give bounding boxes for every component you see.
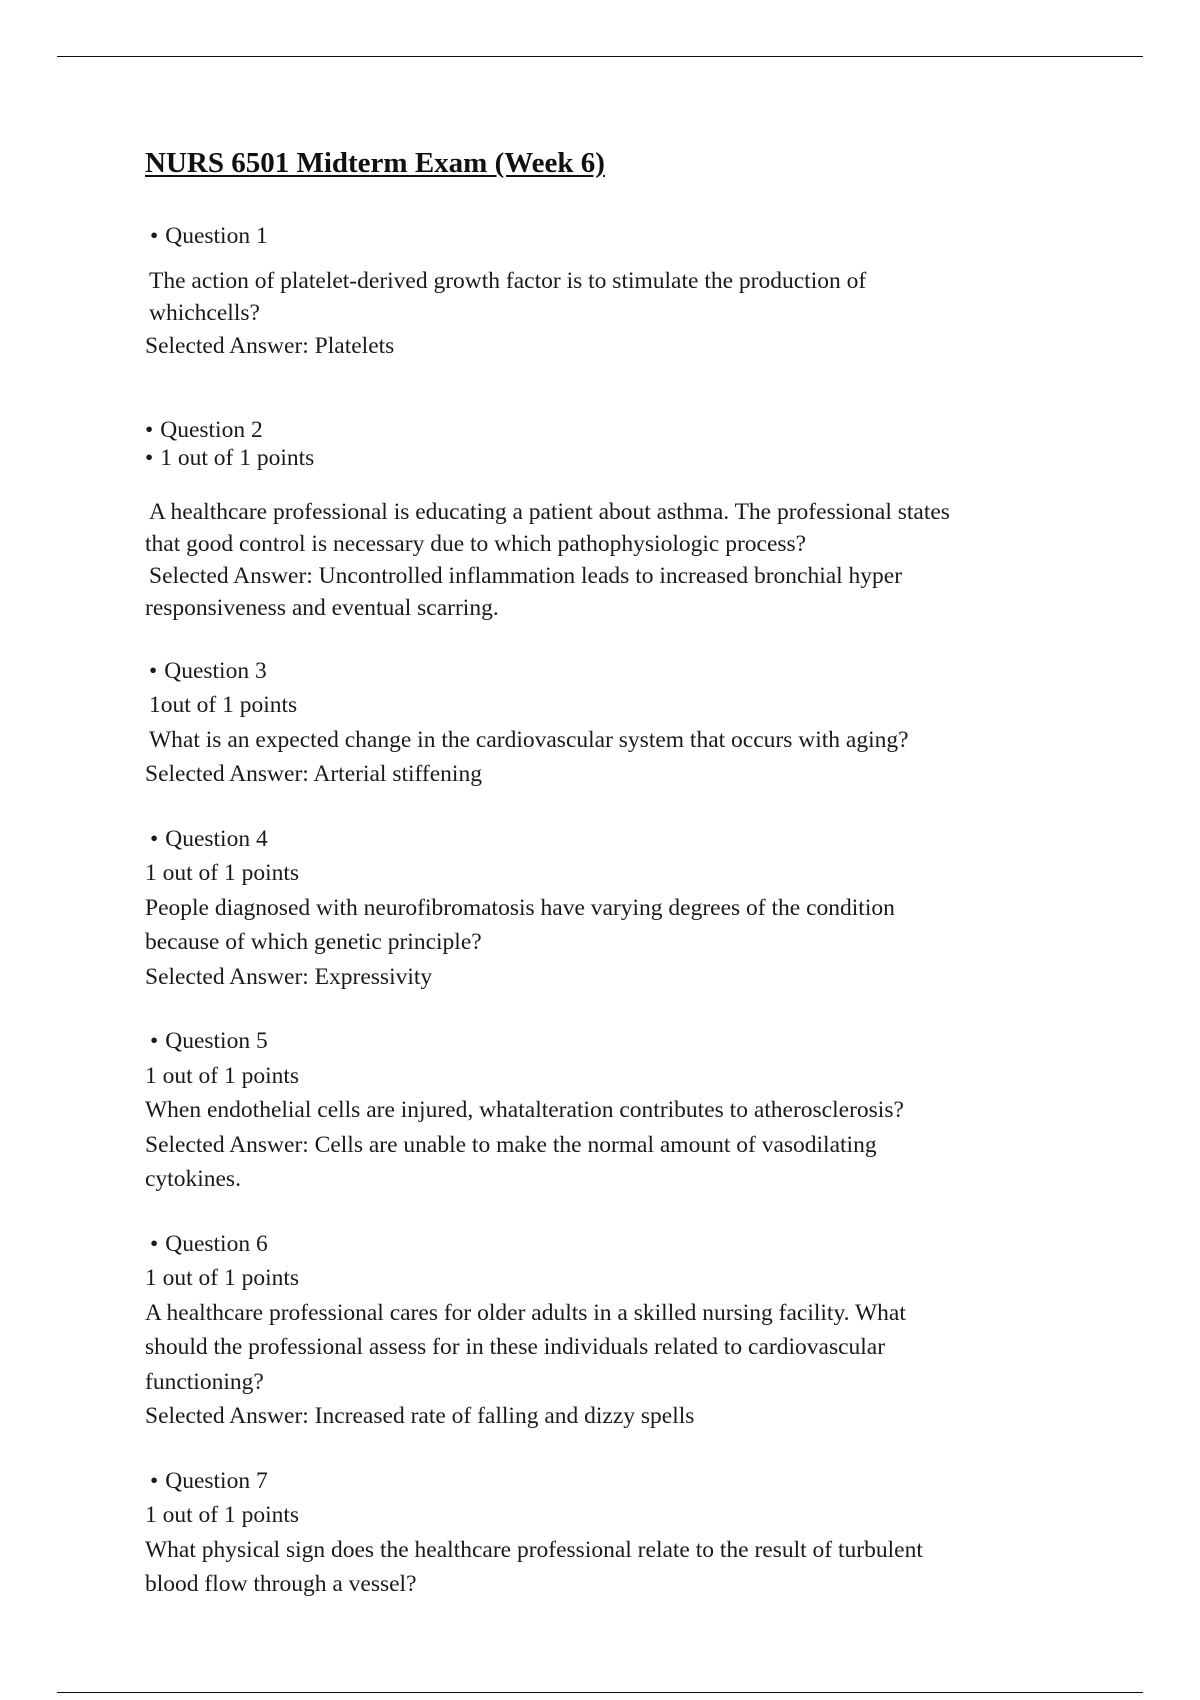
- question-block-5: [145, 1024, 1085, 1197]
- question-label: • Question 1: [145, 219, 1085, 254]
- question-points: • 1 out of 1 points: [145, 444, 1085, 472]
- selected-answer-line: cytokines.: [145, 1166, 241, 1193]
- selected-answer: Selected Answer: Increased rate of falling and dizzy spells: [145, 1403, 695, 1430]
- question-block-3: [145, 654, 1085, 792]
- question-text-line: What is an expected change in the cardiovascular system that occurs with aging?: [149, 726, 909, 753]
- question-points: 1 out of 1 points: [145, 1502, 300, 1529]
- selected-answer: Selected Answer: Expressivity: [145, 963, 433, 990]
- question-block-2: [145, 416, 1085, 624]
- question-label: • Question 6: [145, 1227, 1085, 1262]
- selected-answer: Selected Answer: Cells are unable to make the normal amount of vasodilating: [145, 1131, 877, 1158]
- selected-answer: Selected Answer: Platelets: [145, 333, 395, 360]
- question-text-line: blood flow through a vessel?: [145, 1571, 417, 1598]
- question-label: • Question 5: [145, 1024, 1085, 1059]
- selected-answer: Selected Answer: Uncontrolled inflammation leads to increased bronchial hyper: [149, 562, 903, 589]
- question-block-4: [145, 822, 1085, 995]
- document-title: NURS 6501 Midterm Exam (Week 6): [145, 147, 605, 179]
- question-block-7: [145, 1464, 1085, 1602]
- question-text-line: because of which genetic principle?: [145, 929, 482, 956]
- question-text-line: whichcells?: [149, 300, 260, 327]
- top-rule: [57, 56, 1143, 57]
- question-label: • Question 4: [145, 822, 1085, 857]
- question-text-line: A healthcare professional is educating a patient about asthma. The professional states: [149, 498, 950, 525]
- document-body: [145, 146, 1085, 1602]
- selected-answer-line: responsiveness and eventual scarring.: [145, 594, 499, 621]
- question-text-line: should the professional assess for in these individuals related to cardiovascular: [145, 1334, 886, 1361]
- question-block-6: [145, 1227, 1085, 1434]
- question-points: 1 out of 1 points: [145, 1265, 300, 1292]
- question-text-line: People diagnosed with neurofibromatosis have varying degrees of the condition: [145, 894, 895, 921]
- question-text-line: that good control is necessary due to which pathophysiologic process?: [145, 530, 807, 557]
- question-text-line: functioning?: [145, 1368, 264, 1395]
- question-text-line: When endothelial cells are injured, whatalteration contributes to atherosclerosis?: [145, 1097, 904, 1124]
- question-text-line: What physical sign does the healthcare professional relate to the result of turbulent: [145, 1536, 923, 1563]
- question-text-line: The action of platelet-derived growth factor is to stimulate the production of: [149, 268, 867, 295]
- question-points: 1 out of 1 points: [145, 1062, 300, 1089]
- question-label: • Question 3: [145, 654, 1085, 689]
- bottom-rule: [57, 1692, 1143, 1693]
- question-points: 1out of 1 points: [149, 692, 298, 719]
- question-block-1: [145, 219, 1085, 364]
- question-label: • Question 7: [145, 1464, 1085, 1499]
- question-text-line: A healthcare professional cares for older adults in a skilled nursing facility. What: [145, 1299, 906, 1326]
- question-points: 1 out of 1 points: [145, 860, 300, 887]
- selected-answer: Selected Answer: Arterial stiffening: [145, 761, 482, 788]
- question-label: • Question 2: [145, 416, 1085, 444]
